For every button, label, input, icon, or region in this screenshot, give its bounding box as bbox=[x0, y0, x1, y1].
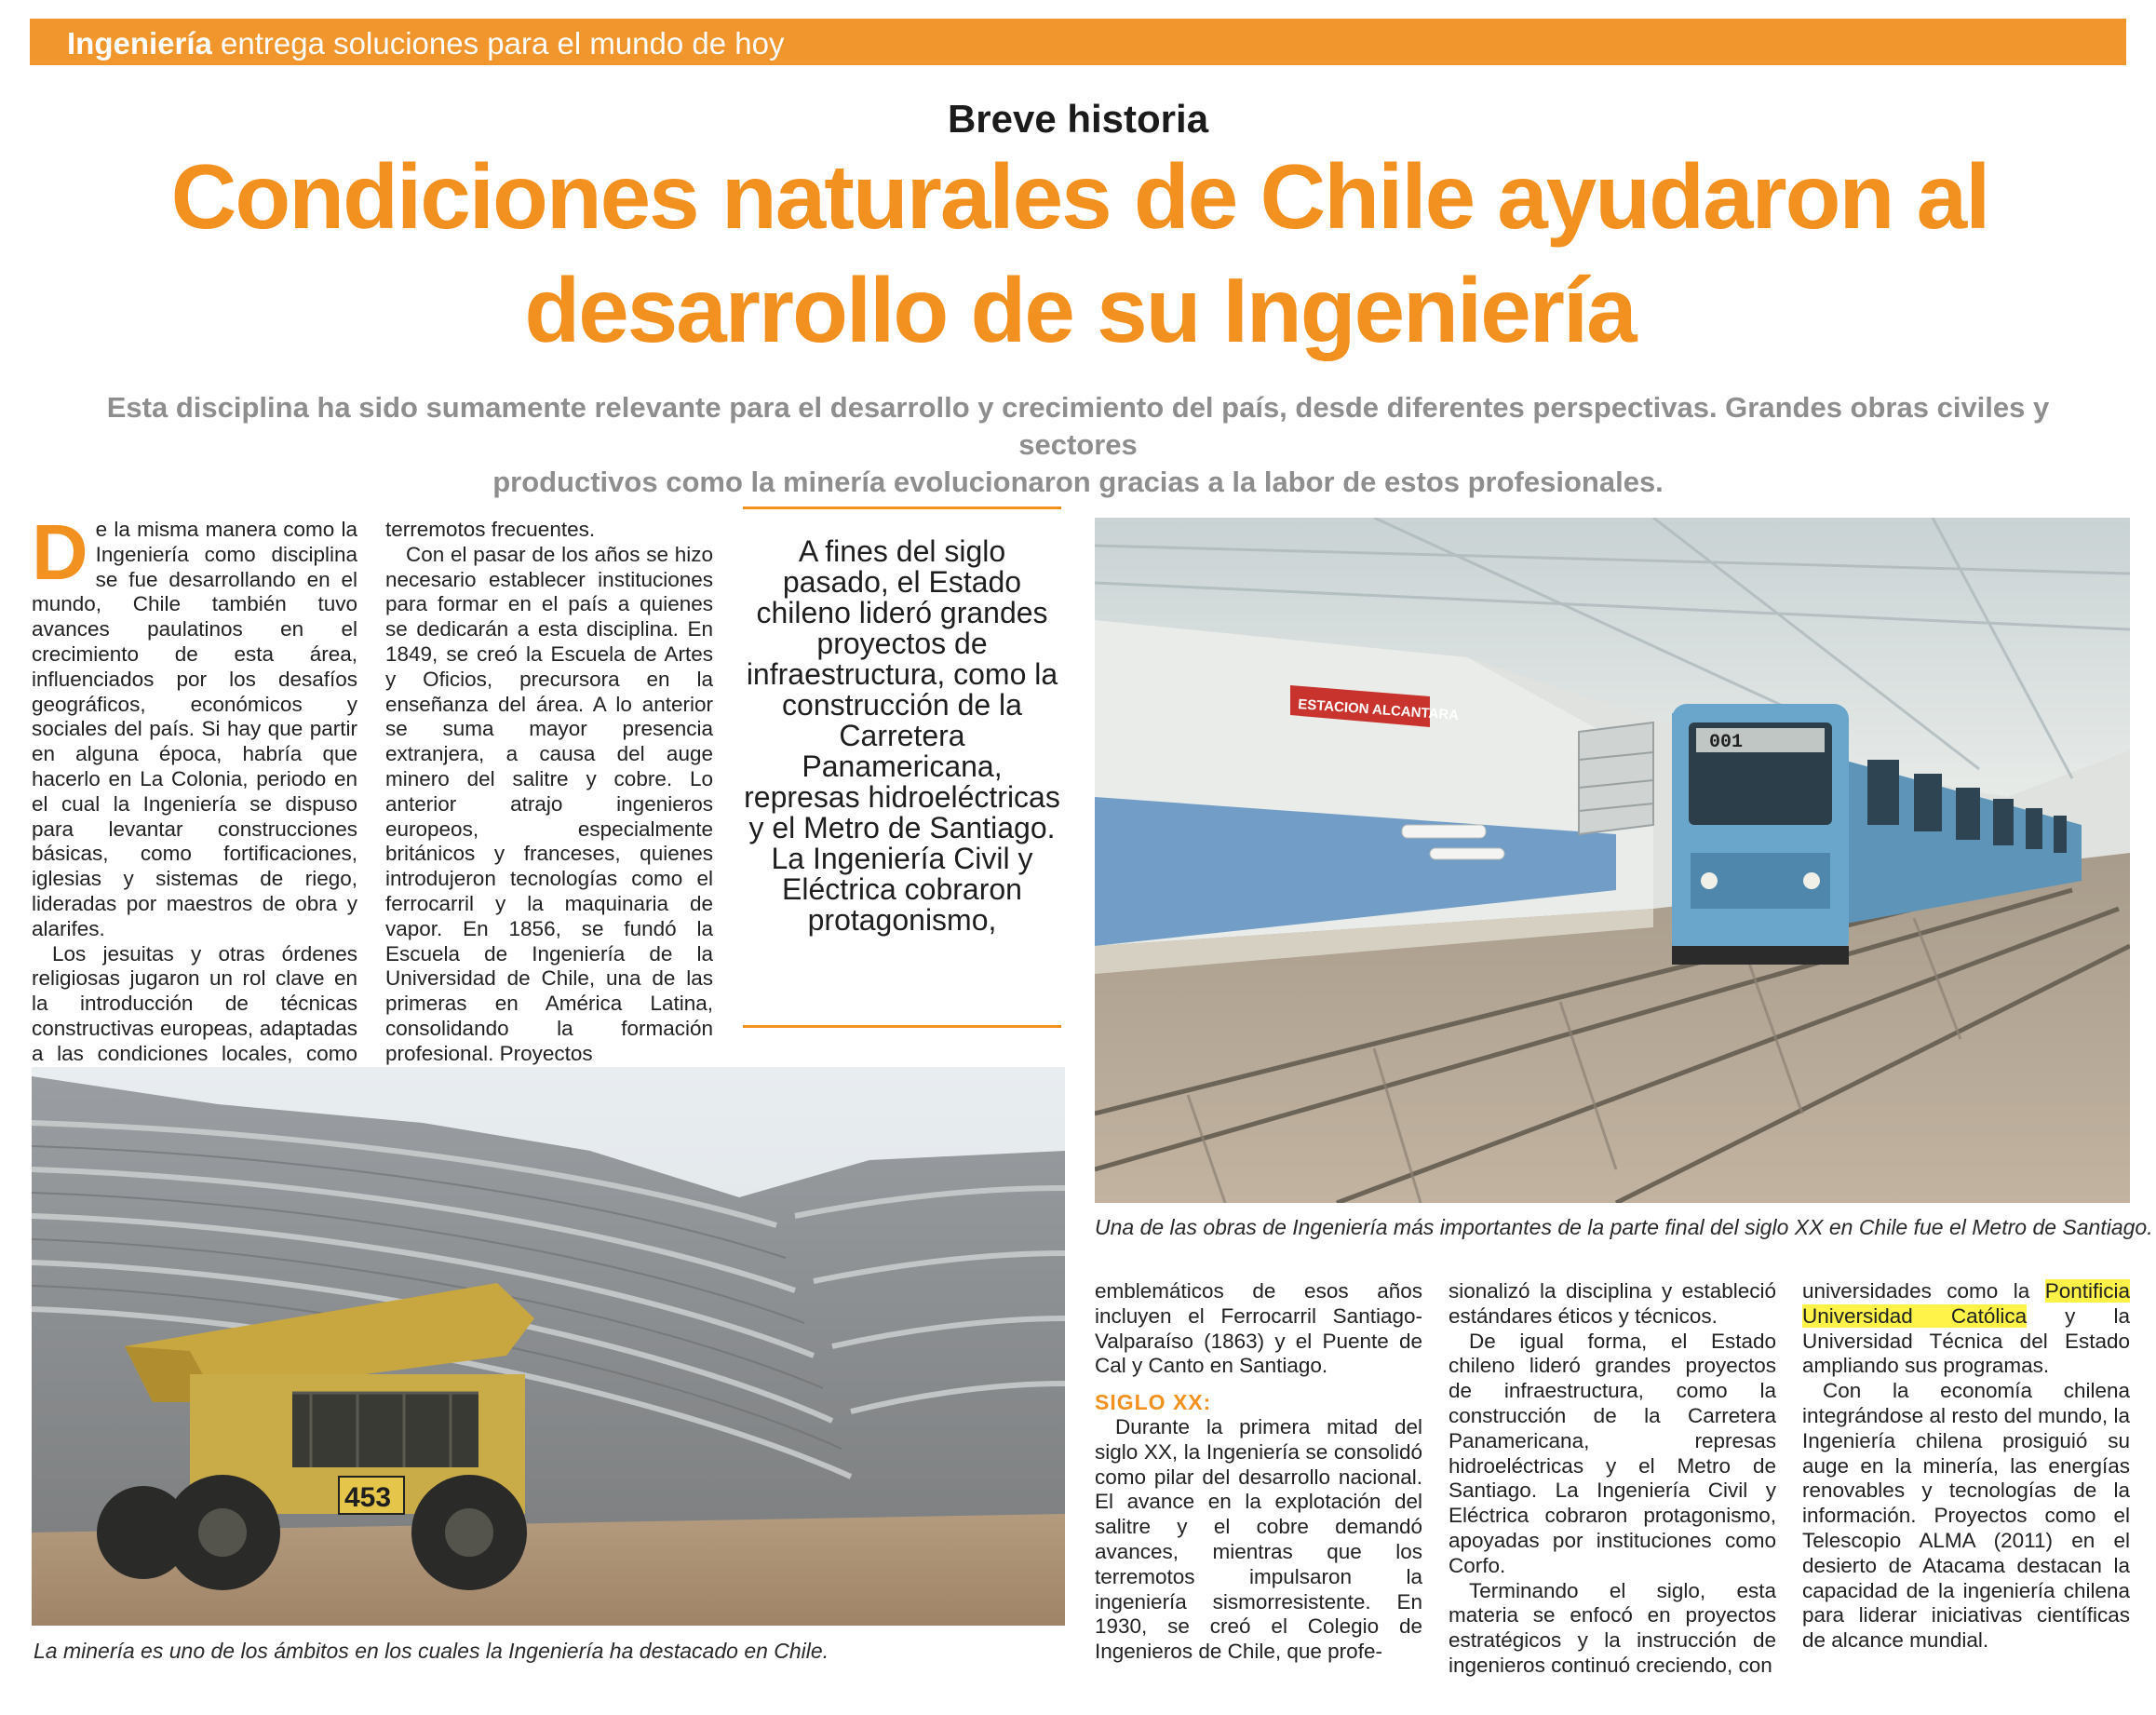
pull-quote: A fines del siglo pasado, el Estado chileno lideró grandes proyectos de infraestructura, como la construcción de la Carretera Panamericana, represas hidroeléctricas y el Metro de Santiago. La Ingeniería Civil y Eléctrica cobraron protagonismo, bbox=[744, 534, 1060, 937]
headline bbox=[56, 140, 2104, 367]
highlighted-text: Pontificia Universidad Católica bbox=[1802, 1279, 2130, 1328]
mine-photo-caption: La minería es uno de los ámbitos en los cuales la Ingeniería ha destacado en Chile. bbox=[34, 1639, 829, 1663]
article-column-5 bbox=[1802, 1279, 2130, 1654]
pull-quote-rule-bottom bbox=[743, 1025, 1061, 1028]
dek-line-1: Esta disciplina ha sido sumamente relevante para el desarrollo y crecimiento del país, desde diferentes perspectivas. Grandes obras civiles y sectores bbox=[106, 391, 2050, 461]
paragraph bbox=[1802, 1279, 2130, 1379]
section-subhead: SIGLO XX: bbox=[1095, 1390, 1212, 1415]
paragraph-text: universidades como la bbox=[1802, 1279, 2045, 1303]
article-column-3 bbox=[1095, 1279, 1422, 1665]
metro-photo-caption: Una de las obras de Ingeniería más importantes de la parte final del siglo XX en Chile fue el Metro de Santiago. bbox=[1095, 1215, 2153, 1239]
article-column-1 bbox=[32, 508, 357, 1091]
banner-bold: Ingeniería bbox=[67, 26, 212, 61]
dek bbox=[74, 389, 2082, 501]
kicker: Breve historia bbox=[947, 97, 1209, 141]
paragraph: sionalizó la disciplina y estableció estándares éticos y técnicos. bbox=[1449, 1279, 1776, 1328]
paragraph: terremotos frecuentes. bbox=[385, 518, 596, 541]
paragraph-text: e la misma manera como la Ingeniería como disciplina se fue desarrollando en el mundo, Chile también tuvo avances paulatinos en el crecimiento de esta área, influenciados por los desafíos geográficos, económicos y sociales del país. Si hay que partir en alguna época, habría que hacerlo en La Colonia, periodo en el cual la Ingeniería se dispuso para levantar construcciones básicas, como fortificaciones, iglesias y sistemas de riego, lideradas por maestros de obra y alarifes. bbox=[32, 518, 357, 940]
paragraph: Los jesuitas y otras órdenes religiosas jugaron un rol clave en la introducción de técnicas constructivas europeas, adaptadas a las condiciones locales, como bbox=[32, 941, 357, 1065]
article-column-4 bbox=[1449, 1279, 1776, 1679]
banner-text bbox=[67, 26, 784, 61]
banner-rest: entrega soluciones para el mundo de hoy bbox=[211, 26, 785, 61]
paragraph: emblemáticos de esos años incluyen el Ferrocarril Santiago-Valparaíso (1863) y el Puente de Cal y Canto en Santiago. bbox=[1095, 1279, 1422, 1378]
paragraph: Durante la primera mitad del siglo XX, la Ingeniería se consolidó como pilar del desarrollo nacional. El avance en la explotación del salitre y el cobre demandó avances, mientras que los terremotos impulsaron la ingeniería sismorresistente. En 1930, se creó el Colegio de Ingenieros de Chile, que profe- bbox=[1095, 1414, 1422, 1664]
paragraph bbox=[32, 508, 357, 942]
paragraph: Con el pasar de los años se hizo necesario establecer instituciones para formar en el país a quienes se dedicarán a esta disciplina. En 1849, se creó la Escuela de Artes y Oficios, precursora en la enseñanza del área. A lo anterior se suma mayor presencia extranjera, a causa del auge minero del salitre y cobre. Lo anterior atrajo ingenieros europeos, especialmente británicos y franceses, quienes introdujeron tecnologías como el ferrocarril y la maquinaria de vapor. En 1856, se fundó la Escuela de Ingeniería de la Universidad de Chile, una de las primeras en América Latina, consolidando la formación profesional. Proyectos bbox=[385, 542, 713, 1065]
section-banner bbox=[30, 19, 2126, 65]
metro-photo bbox=[1095, 518, 2130, 1203]
mine-photo bbox=[32, 1067, 1065, 1626]
paragraph: Con la economía chilena integrándose al resto del mundo, la Ingeniería chilena prosiguió su auge en la minería, las energías renovables y tecnologías de la información. Proyectos como el Telescopio ALMA (2011) en el desierto de Atacama destacan la capacidad de la ingeniería chilena para liderar iniciativas científicas de alcance mundial. bbox=[1802, 1379, 2130, 1653]
drop-cap: D bbox=[32, 508, 88, 596]
paragraph: Terminando el siglo, esta materia se enfocó en proyectos estratégicos y la instrucción de ingenieros continuó creciendo, con bbox=[1449, 1578, 1776, 1677]
pull-quote-rule-top bbox=[743, 506, 1061, 509]
truck-number: 453 bbox=[344, 1482, 392, 1513]
paragraph-text: y la Universidad Técnica del Estado ampliando sus programas. bbox=[1802, 1303, 2130, 1378]
headline-line-1: Condiciones naturales de Chile ayudaron al bbox=[170, 145, 1989, 248]
train-sign-text: 001 bbox=[1709, 732, 1744, 753]
paragraph: De igual forma, el Estado chileno lideró grandes proyectos de infraestructura, como la construcción de la Carretera Panamericana, represas hidroeléctricas y el Metro de Santiago. La Ingeniería Civil y Eléctrica cobraron protagonismo, apoyadas por instituciones como Corfo. bbox=[1449, 1329, 1776, 1577]
dek-line-2: productivos como la minería evolucionaron gracias a la labor de estos profesionales. bbox=[492, 466, 1664, 498]
headline-line-2: desarrollo de su Ingeniería bbox=[524, 259, 1636, 361]
article-column-2 bbox=[385, 518, 713, 1067]
station-sign-text: ESTACION ALCANTARA bbox=[1297, 696, 1460, 724]
